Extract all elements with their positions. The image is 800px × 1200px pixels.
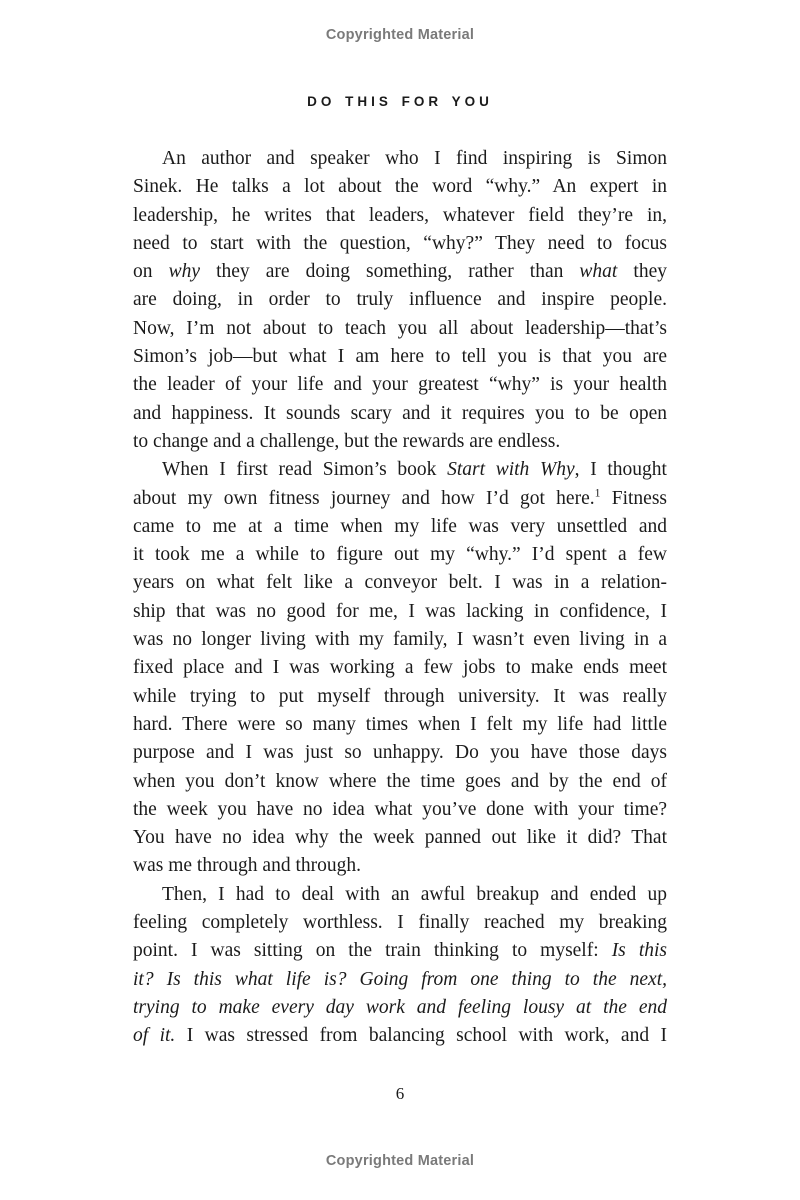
text-run: hard. There were so many times when I felt my life had little (133, 713, 667, 735)
text-line (133, 456, 667, 484)
text-run: Then, I had to deal with an awful breakup and ended up (162, 883, 667, 905)
text-run: Now, I’m not about to teach you all about leadership—that’s (133, 317, 667, 339)
text-line (133, 286, 667, 314)
text-run: are doing, in order to truly influence and inspire people. (133, 289, 667, 311)
text-run: Sinek. He talks a lot about the word “why.” An expert in (133, 176, 667, 198)
footnote-marker: 1 (594, 486, 601, 500)
text-line (133, 258, 667, 286)
running-header: DO THIS FOR YOU (307, 94, 493, 109)
text-run: purpose and I was just so unhappy. Do you have those days (133, 742, 667, 764)
text-line (133, 173, 667, 201)
text-run: need to start with the question, “why?” They need to focus (133, 232, 667, 254)
text-line (133, 343, 667, 371)
text-run: Simon’s job—but what I am here to tell you is that you are (133, 346, 667, 368)
copyright-bottom-label: Copyrighted Material (325, 1153, 475, 1169)
paragraph (133, 456, 667, 880)
text-run: when you don’t know where the time goes and by the end of (133, 770, 667, 792)
text-line (133, 371, 667, 399)
text-line (133, 852, 667, 880)
text-line (133, 485, 667, 513)
text-line (133, 937, 667, 965)
text-run: what (579, 261, 618, 283)
text-run: to change and a challenge, but the rewards are endless. (133, 430, 561, 452)
text-run: and happiness. It sounds scary and it requires you to be open (133, 402, 667, 424)
text-line (133, 145, 667, 173)
text-line (133, 994, 667, 1022)
text-run: was me through and through. (133, 855, 362, 877)
text-run: while trying to put myself through university. It was really (133, 685, 667, 707)
text-run: the week you have no idea what you’ve done with your time? (133, 798, 667, 820)
paragraph (133, 145, 667, 456)
text-run: feeling completely worthless. I finally reached my breaking (133, 912, 667, 934)
text-line (133, 654, 667, 682)
text-line (133, 881, 667, 909)
text-run: why (168, 261, 200, 283)
text-run: An author and speaker who I find inspiring is Simon (162, 148, 667, 169)
paragraph (133, 881, 667, 1051)
text-line (133, 202, 667, 230)
text-line (133, 909, 667, 937)
text-run: of it. (133, 1025, 176, 1047)
text-run: was no longer living with my family, I wasn’t even living in a (133, 629, 667, 651)
text-line (133, 315, 667, 343)
text-line (133, 966, 667, 994)
text-run: Fitness (600, 487, 668, 509)
text-run: leadership, he writes that leaders, whatever field they’re in, (133, 204, 667, 226)
text-run: I was stressed from balancing school with work, and I (175, 1025, 667, 1047)
text-line (133, 541, 667, 569)
text-run: about my own fitness journey and how I’d got here. (133, 487, 595, 509)
text-run: point. I was sitting on the train thinking to myself: (133, 940, 612, 962)
text-run: , I thought (574, 459, 667, 481)
text-run: they (617, 261, 667, 283)
text-run: Start with Why (447, 459, 575, 481)
text-run: fixed place and I was working a few jobs to make ends meet (133, 657, 667, 679)
text-run: You have no idea why the week panned out like it did? That (133, 827, 667, 849)
text-run: Is this (611, 940, 667, 962)
text-run: on (133, 261, 169, 283)
text-line (133, 626, 667, 654)
text-line (133, 1022, 667, 1050)
text-line (133, 711, 667, 739)
text-run: ship that was no good for me, I was lacking in confidence, I (133, 600, 667, 622)
text-line (133, 796, 667, 824)
text-line (133, 513, 667, 541)
text-line (133, 428, 667, 456)
body-text (133, 145, 667, 1051)
text-run: trying to make every day work and feeling lousy at the end (133, 996, 667, 1018)
copyright-top-label: Copyrighted Material (325, 27, 475, 43)
text-run: they are doing something, rather than (200, 261, 580, 283)
text-run: When I first read Simon’s book (162, 459, 448, 481)
page-number: 6 (395, 1084, 405, 1103)
text-line (133, 400, 667, 428)
text-run: it? Is this what life is? Going from one thing to the next, (133, 968, 667, 990)
text-run: it took me a while to figure out my “why.” I’d spent a few (133, 544, 667, 566)
text-line (133, 230, 667, 258)
text-run: years on what felt like a conveyor belt. I was in a relation- (133, 572, 667, 594)
text-line (133, 824, 667, 852)
text-line (133, 768, 667, 796)
text-run: came to me at a time when my life was very unsettled and (133, 515, 667, 537)
text-line (133, 598, 667, 626)
text-line (133, 739, 667, 767)
text-line (133, 569, 667, 597)
text-run: the leader of your life and your greatest “why” is your health (133, 374, 667, 396)
text-line (133, 683, 667, 711)
